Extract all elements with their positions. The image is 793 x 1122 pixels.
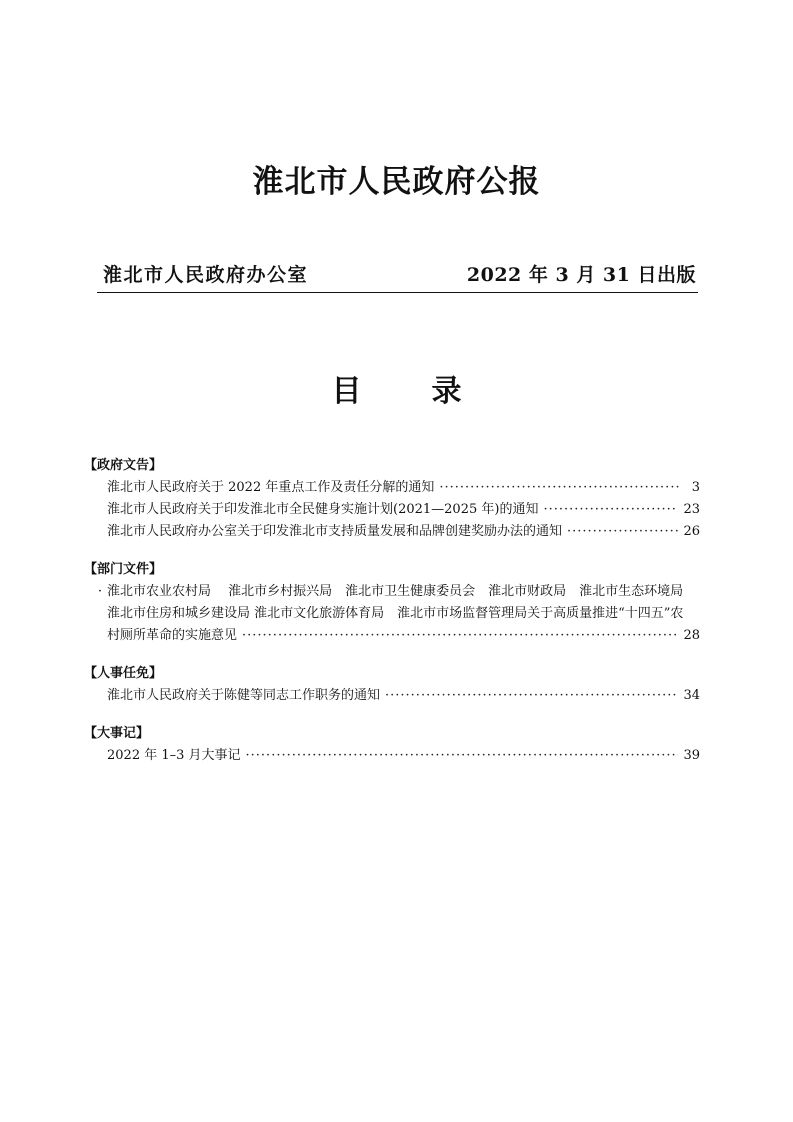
publisher-name: 淮北市人民政府办公室 [103, 264, 309, 286]
masthead-rule [97, 292, 698, 293]
leader-dots [543, 499, 678, 521]
leader-dots [246, 745, 679, 767]
toc-entry-title: 淮北市人民政府关于 2022 年重点工作及责任分解的通知 [107, 480, 435, 495]
section-label: 【政府文告】 [84, 458, 163, 473]
toc-entry-line[interactable] [88, 603, 700, 625]
toc-entry-page: 39 [683, 748, 700, 763]
table-of-contents [84, 455, 700, 783]
toc-entry[interactable] [88, 477, 700, 499]
masthead [97, 258, 698, 288]
section-label: 【人事任免】 [84, 666, 163, 681]
toc-entry-title: 2022 年 1–3 月大事记 [107, 748, 241, 763]
section-label: 【大事记】 [84, 726, 150, 741]
leader-dots [385, 685, 678, 707]
toc-entry-line[interactable] [88, 581, 700, 603]
toc-entry[interactable] [88, 745, 700, 767]
toc-section-personnel [84, 663, 700, 707]
leader-dots [567, 521, 678, 543]
toc-heading-first-char: 目 [331, 374, 362, 409]
toc-entry-page: 28 [683, 628, 700, 643]
toc-entry[interactable] [88, 521, 700, 543]
toc-entry-page: 3 [691, 480, 700, 495]
toc-entry-title: 淮北市人民政府关于陈健等同志工作职务的通知 [107, 688, 381, 703]
leader-dots [242, 625, 678, 647]
publication-date: 2022 年 3 月 31 日出版 [466, 264, 696, 286]
toc-entry-page: 23 [683, 502, 700, 517]
toc-entry[interactable] [88, 625, 700, 647]
toc-entry-page: 26 [683, 524, 700, 539]
toc-entry-title: 村厕所革命的实施意见 [107, 628, 238, 643]
section-label: 【部门文件】 [84, 562, 163, 577]
toc-heading-second-char: 录 [431, 374, 462, 409]
toc-heading [0, 366, 793, 410]
gazette-title: 淮北市人民政府公报 [252, 164, 541, 200]
toc-entry[interactable] [88, 499, 700, 521]
toc-entry-title-line: 淮北市住房和城乡建设局 淮北市文化旅游体育局 淮北市市场监督管理局关于高质量推进“十四五”农 [107, 606, 684, 621]
bullet-mark: · [97, 584, 103, 599]
toc-section-government-notices [84, 455, 700, 543]
toc-entry-title: 淮北市人民政府关于印发淮北市全民健身实施计划(2021—2025 年)的通知 [107, 502, 539, 517]
toc-section-chronicle [84, 723, 700, 767]
toc-entry[interactable] [88, 685, 700, 707]
toc-entry-title-line: 淮北市农业农村局 淮北市乡村振兴局 淮北市卫生健康委员会 淮北市财政局 淮北市生态环境局 [107, 584, 684, 599]
toc-section-department-documents [84, 559, 700, 647]
toc-entry-page: 34 [683, 688, 700, 703]
toc-entry-title: 淮北市人民政府办公室关于印发淮北市支持质量发展和品牌创建奖励办法的通知 [107, 524, 563, 539]
leader-dots [439, 477, 681, 499]
